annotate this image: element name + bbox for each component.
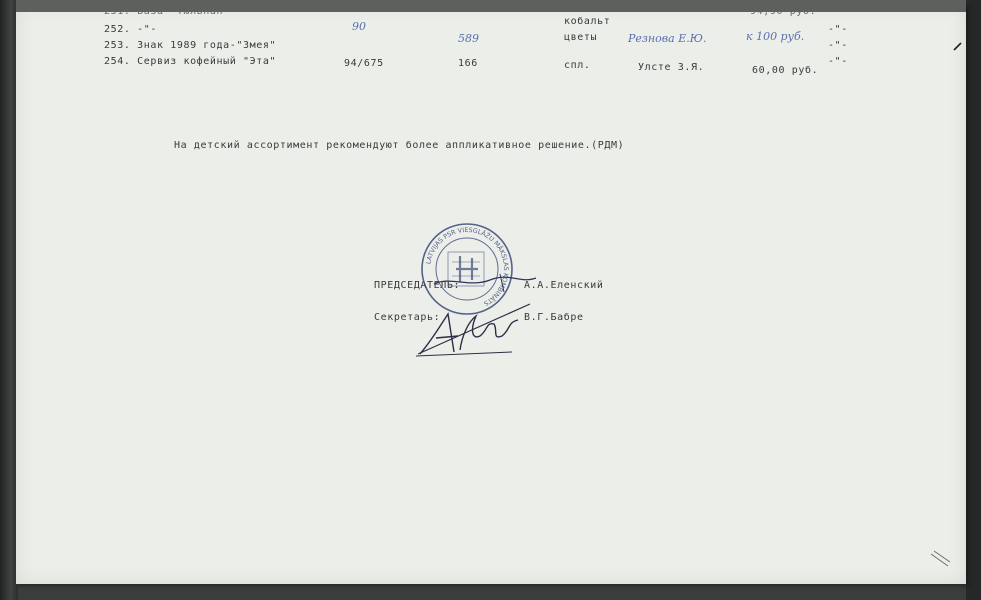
row-254-author: Улсте З.Я. — [638, 62, 705, 73]
row-253-item: 253. Знак 1989 года-"Змея" — [104, 40, 277, 51]
row-254-item: 254. Сервиз кофейный "Эта" — [104, 56, 277, 67]
row-252-author-handwritten: Резнова Е.Ю. — [628, 32, 707, 45]
row-252-number-handwritten: 589 — [458, 32, 479, 45]
margin-tick-mark — [952, 40, 964, 52]
row-252-material: цветы — [564, 32, 598, 43]
row-252-code-handwritten: 90 — [352, 20, 366, 33]
row-251-material: кобальт — [564, 16, 611, 27]
row-254-status: -"- — [828, 56, 848, 67]
secretary-label: Секретарь: — [374, 312, 441, 323]
chairman-signature-stroke — [430, 270, 540, 296]
row-252-status: -"- — [828, 24, 848, 35]
secretary-name: В.Г.Бабре — [524, 312, 584, 323]
secretary-signature — [410, 300, 530, 360]
row-254-number: 166 — [458, 58, 478, 69]
row-252-price-handwritten: к 100 руб. — [746, 30, 805, 43]
chairman-label: ПРЕДСЕДАТЕЛЬ: — [374, 280, 461, 291]
svg-text:LATVIJAS PSR VIESGLĀŽU MĀKSLAS: LATVIJAS PSR VIESGLĀŽU MĀKSLAS KOMBINĀTS — [424, 225, 511, 308]
row-254-code: 94/675 — [344, 58, 384, 69]
row-254-price: 60,00 руб. — [752, 65, 819, 76]
commission-note: На детский ассортимент рекомендуют более аппликативное решение.(РДМ) — [174, 140, 625, 151]
page-top-strip — [16, 0, 966, 12]
background-right — [966, 0, 981, 600]
margin-corner-marks — [928, 548, 952, 572]
chairman-name: А.А.Еленский — [524, 280, 604, 291]
row-253-status: -"- — [828, 40, 848, 51]
row-252-item: 252. -"- — [104, 24, 157, 35]
row-254-material: спл. — [564, 60, 591, 71]
